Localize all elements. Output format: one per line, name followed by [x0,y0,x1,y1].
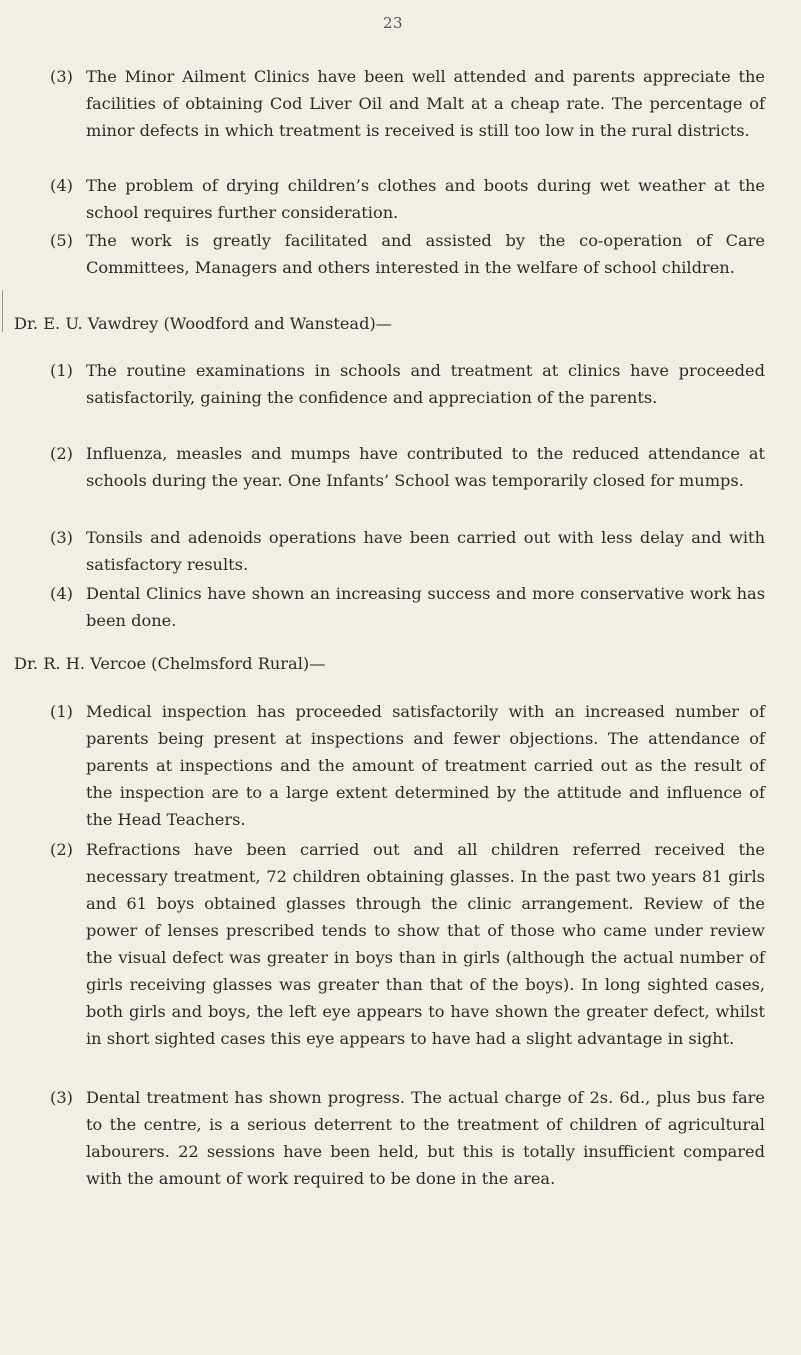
item-number: (1) [50,702,73,721]
item-number: (5) [50,231,73,250]
item-text: Medical inspection has proceeded satisfactorily with an increased number of parents being present at inspections and fewer objections. The attendance of parents at inspections and the amount of treatment carried out as the result of the inspection are to a large extent determined by the attitude and influence of the Head Teachers. [86,702,765,829]
list-item [50,63,765,144]
item-number: (4) [50,584,73,603]
item-text: Refractions have been carried out and all children referred received the necessary treatment, 72 children obtaining glasses. In the past two years 81 girls and 61 boys obtained glasses through the clinic arrangement. Review of the power of lenses prescribed tends to show that of those who came under review the visual defect was greater in boys than in girls (although the actual number of girls receiving glasses was greater than that of the boys). In long sighted cases, both girls and boys, the left eye appears to have shown the greater defect, whilst in short sighted cases this eye appears to have had a slight advantage in sight. [86,840,765,1048]
list-item [50,524,765,578]
page-number: 23 [383,14,404,32]
item-text: The Minor Ailment Clinics have been well attended and parents appreciate the facilities of obtaining Cod Liver Oil and Malt at a cheap rate. The percentage of minor defects in which treatment is received is still too low in the rural districts. [86,67,765,140]
list-item [50,836,765,1052]
item-number: (3) [50,528,73,547]
list-item [50,698,765,833]
item-text: The work is greatly facilitated and assisted by the co-operation of Care Committees, Managers and others interested in the welfare of school children. [86,231,765,277]
section-heading: Dr. E. U. Vawdrey (Woodford and Wanstead)— [14,314,392,333]
item-text: The problem of drying children’s clothes and boots during wet weather at the school requires further consideration. [86,176,765,222]
item-number: (3) [50,67,73,86]
list-item [50,227,765,281]
list-item [50,580,765,634]
item-text: Dental treatment has shown progress. The actual charge of 2s. 6d., plus bus fare to the centre, is a serious deterrent to the treatment of children of agricultural labourers. 22 sessions have been held, but this is totally insufficient compared with the amount of work required to be done in the area. [86,1088,765,1188]
list-item [50,1084,765,1192]
list-item [50,440,765,494]
item-number: (4) [50,176,73,195]
item-number: (3) [50,1088,73,1107]
list-item [50,172,765,226]
item-text: Influenza, measles and mumps have contributed to the reduced attendance at schools during the year. One Infants’ School was temporarily closed for mumps. [86,444,765,490]
item-text: Tonsils and adenoids operations have been carried out with less delay and with satisfactory results. [86,528,765,574]
margin-rule [2,290,3,332]
item-number: (2) [50,840,73,859]
item-text: Dental Clinics have shown an increasing success and more conservative work has been done. [86,584,765,630]
section-heading: Dr. R. H. Vercoe (Chelmsford Rural)— [14,654,326,673]
item-number: (1) [50,361,73,380]
list-item [50,357,765,411]
item-number: (2) [50,444,73,463]
item-text: The routine examinations in schools and treatment at clinics have proceeded satisfactorily, gaining the confidence and appreciation of the parents. [86,361,765,407]
